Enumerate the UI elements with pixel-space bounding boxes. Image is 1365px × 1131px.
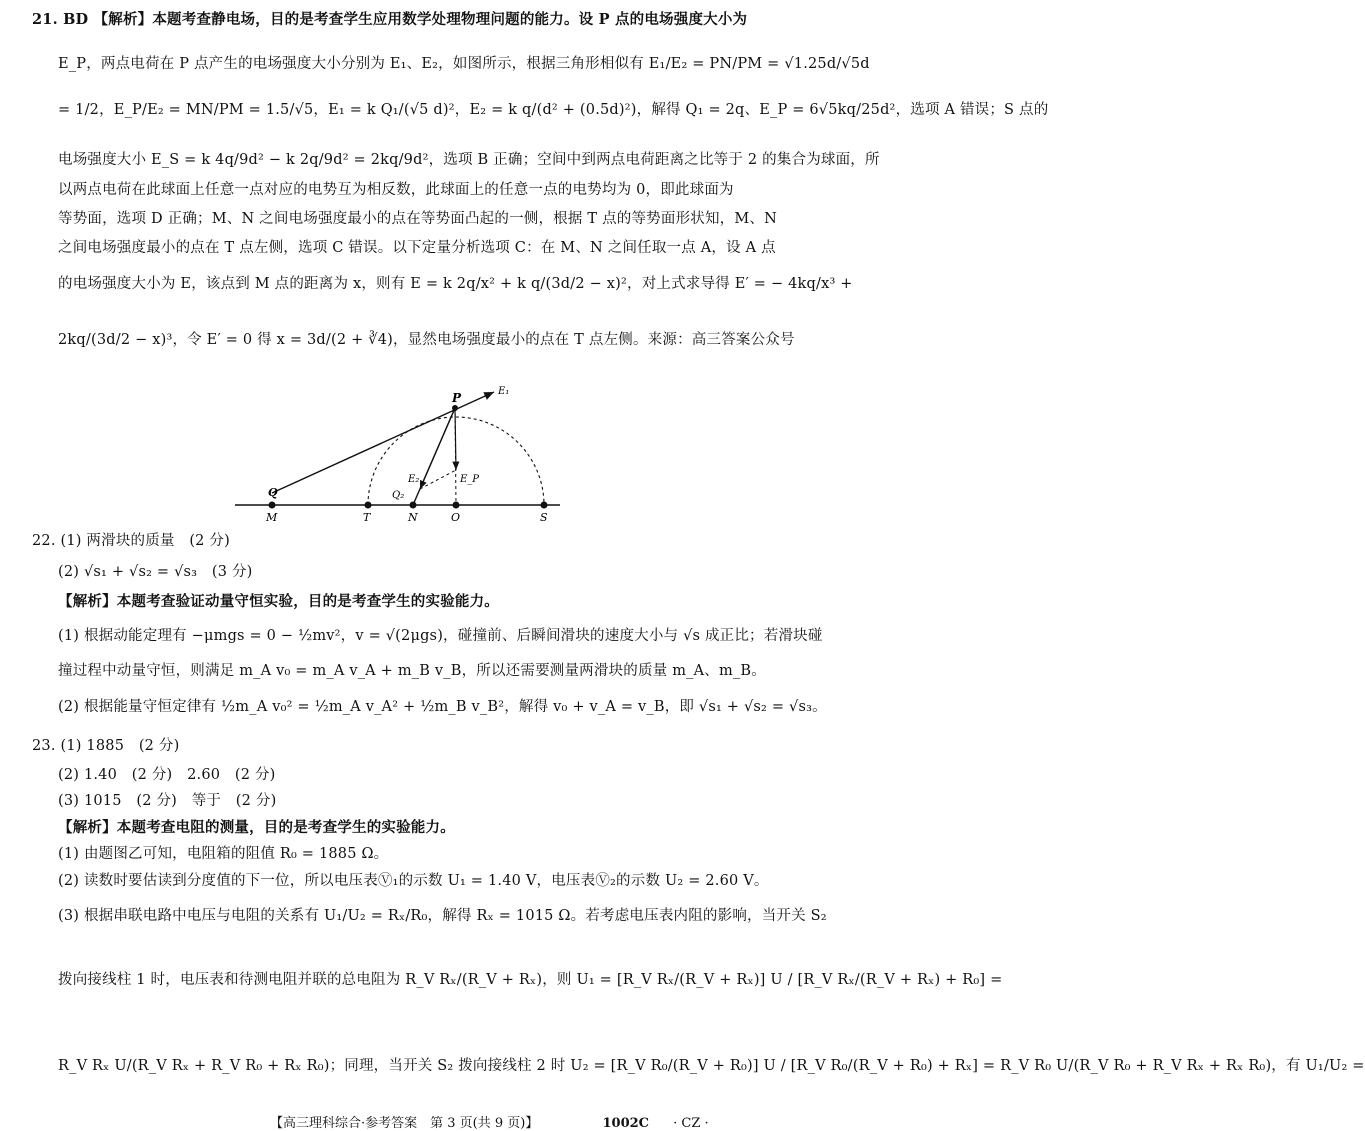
ep-vector	[455, 408, 456, 470]
q21-line-2: E_P，两点电荷在 P 点产生的电场强度大小分别为 E₁、E₂，如图所示，根据三角形相似有 E₁/E₂ = PN/PM = √1.25d/√5d	[58, 56, 870, 72]
footer-code: 1002C	[602, 1116, 650, 1131]
q23-line-3: (3) 1015 (2 分) 等于 (2 分)	[58, 793, 277, 809]
label-e1: E₁	[498, 386, 510, 397]
label-o: O	[451, 511, 461, 524]
q23-line-2: (2) 1.40 (2 分) 2.60 (2 分)	[58, 767, 276, 783]
q22-line-4: (1) 根据动能定理有 −μmgs = 0 − ½mv²，v = √(2μgs)，碰撞前、后瞬间滑块的速度大小与 √s 成正比；若滑块碰	[58, 628, 823, 644]
point-o	[453, 502, 460, 509]
label-m: M	[266, 511, 278, 524]
point-s	[541, 502, 548, 509]
q23-line-6: (2) 读数时要估读到分度值的下一位，所以电压表Ⓥ₁的示数 U₁ = 1.40 V，电压表Ⓥ₂的示数 U₂ = 2.60 V。	[58, 873, 769, 889]
q21-line-6: 等势面，选项 D 正确；M、N 之间电场强度最小的点在等势面凸起的一侧，根据 T 点的等势面形状知，M、N	[58, 211, 778, 227]
q23-line-5: (1) 由题图乙可知，电阻箱的阻值 R₀ = 1885 Ω。	[58, 846, 389, 862]
q23-line-9: R_V Rₓ U/(R_V Rₓ + R_V R₀ + Rₓ R₀)；同理，当开关 S₂ 拨向接线柱 2 时 U₂ = [R_V R₀/(R_V + R₀)] U / [R_V R₀/(R_V + R₀) + Rₓ] = R_V R₀ U/(R_V R₀ + R_V Rₓ + Rₓ R₀)，有 U₁/U₂ =	[58, 1058, 1365, 1074]
q22-line-2: (2) √s₁ + √s₂ = √s₃ (3 分)	[58, 564, 253, 580]
q22-line-1: 22. (1) 两滑块的质量 (2 分)	[32, 533, 230, 549]
q21-line-5: 以两点电荷在此球面上任意一点对应的电势互为相反数，此球面上的任意一点的电势均为 0，即此球面为	[58, 182, 734, 198]
q21-line-8: 的电场强度大小为 E，该点到 M 点的距离为 x，则有 E = k 2q/x² + k q/(3d/2 − x)²，对上式求导得 E′ = − 4kq/x³ +	[58, 276, 853, 292]
q23-line-4: 【解析】本题考查电阻的测量，目的是考查学生的实验能力。	[58, 819, 455, 836]
point-t	[365, 502, 372, 509]
q21-line-1: 21. BD 【解析】本题考查静电场，目的是考查学生应用数学处理物理问题的能力。设 P 点的电场强度大小为	[32, 11, 748, 28]
label-t: T	[363, 511, 371, 524]
electric-field-diagram	[230, 378, 570, 523]
label-p: P	[452, 391, 462, 405]
label-q2: Q₂	[392, 490, 405, 501]
label-e2: E₂	[408, 474, 420, 485]
footer-text: 【高三理科综合·参考答案 第 3 页(共 9 页)】	[270, 1116, 539, 1131]
label-s: S	[540, 511, 548, 524]
label-q: Q	[268, 486, 278, 499]
q21-line-7: 之间电场强度最小的点在 T 点左侧，选项 C 错误。以下定量分析选项 C：在 M、N 之间任取一点 A，设 A 点	[58, 240, 776, 256]
q22-line-5: 撞过程中动量守恒，则满足 m_A v₀ = m_A v_A + m_B v_B，所以还需要测量两滑块的质量 m_A、m_B。	[58, 663, 766, 679]
q21-line-9: 2kq/(3d/2 − x)³，令 E′ = 0 得 x = 3d/(2 + ∛4)，显然电场强度最小的点在 T 点左侧。来源：高三答案公众号	[58, 332, 795, 348]
e2-vector	[420, 408, 455, 489]
q22-line-3: 【解析】本题考查验证动量守恒实验，目的是考查学生的实验能力。	[58, 593, 499, 610]
point-p	[452, 405, 458, 411]
point-q	[269, 502, 276, 509]
footer-tail: · CZ ·	[673, 1116, 709, 1131]
q23-line-8: 拨向接线柱 1 时，电压表和待测电阻并联的总电阻为 R_V Rₓ/(R_V + Rₓ)，则 U₁ = [R_V Rₓ/(R_V + Rₓ)] U / [R_V Rₓ/(R_V + Rₓ) + R₀] =	[58, 972, 1003, 988]
label-ep: E_P	[460, 474, 480, 485]
q23-line-7: (3) 根据串联电路中电压与电阻的关系有 U₁/U₂ = Rₓ/R₀，解得 Rₓ = 1015 Ω。若考虑电压表内阻的影响，当开关 S₂	[58, 908, 827, 924]
point-n	[410, 502, 417, 509]
page-footer	[270, 1112, 790, 1131]
q23-line-1: 23. (1) 1885 (2 分)	[32, 738, 180, 754]
q21-line-4: 电场强度大小 E_S = k 4q/9d² − k 2q/9d² = 2kq/9d²，选项 B 正确；空间中到两点电荷距离之比等于 2 的集合为球面，所	[58, 152, 880, 168]
q21-line-3: = 1/2，E_P/E₂ = MN/PM = 1.5/√5，E₁ = k Q₁/(√5 d)²，E₂ = k q/(d² + (0.5d)²)，解得 Q₁ = 2q、E_P = 6√5kq/25d²，选项 A 错误；S 点的	[58, 102, 1049, 118]
label-n: N	[408, 511, 418, 524]
q22-line-6: (2) 根据能量守恒定律有 ½m_A v₀² = ½m_A v_A² + ½m_B v_B²，解得 v₀ + v_A = v_B，即 √s₁ + √s₂ = √s₃。	[58, 699, 827, 715]
parallelogram-edge	[420, 470, 456, 489]
